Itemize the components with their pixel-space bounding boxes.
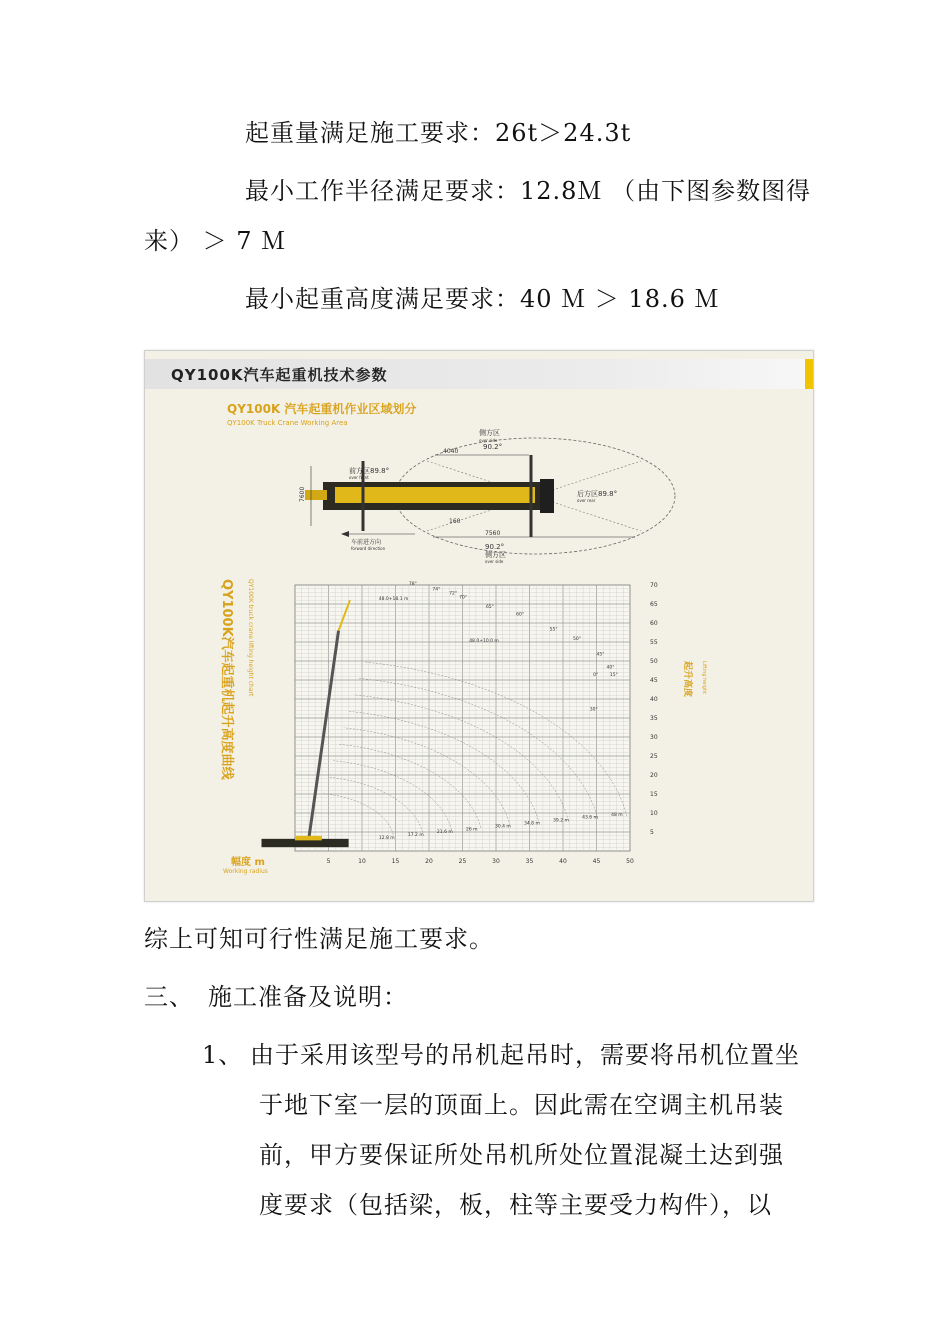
angle-label: 45°	[596, 652, 605, 658]
curve-title-en: QY100K truck crane lifting height chart	[247, 579, 254, 697]
crane-diagram-svg	[145, 351, 811, 899]
angle-label: 72°	[449, 591, 458, 597]
item-1-number: 1、	[202, 1041, 244, 1069]
boom-label: 48 m	[611, 812, 623, 818]
figure-banner-title: QY100K汽车起重机技术参数	[171, 366, 388, 384]
rear-zone-en: over rear	[577, 498, 596, 503]
crane-cab-top	[305, 490, 327, 500]
x-tick-label: 25	[458, 858, 467, 865]
angle-label: 15°	[609, 673, 618, 679]
working-area-diagram	[299, 428, 675, 564]
angle-label: 40°	[606, 665, 615, 671]
side-zone-bottom-en: over side	[485, 559, 504, 564]
y-tick-label: 10	[650, 810, 658, 817]
section-3-number: 三、	[144, 983, 194, 1011]
y-tick-label: 70	[650, 582, 658, 589]
y-tick-label: 45	[650, 677, 658, 684]
angle-label: 78°	[408, 582, 417, 587]
y-tick-label: 30	[650, 734, 658, 741]
line-lifting-capacity: 起重量满足施工要求：26t＞24.3t	[245, 119, 632, 147]
x-tick-label: 30	[492, 858, 500, 865]
front-zone-en: over front	[349, 475, 369, 480]
x-tick-label: 45	[592, 858, 601, 865]
x-tick-label: 10	[358, 858, 366, 865]
x-tick-label: 20	[425, 858, 433, 865]
side-zone-top-en: over side	[479, 438, 498, 443]
side-angle-bottom: 90.2°	[485, 543, 505, 551]
boom-label: 17.2 m	[407, 833, 424, 839]
area-title-cn: QY100K 汽车起重机作业区域划分	[227, 402, 417, 416]
front-zone: 前方区89.8°	[349, 467, 390, 475]
side-zone-bottom: 侧方区	[485, 551, 506, 559]
boom-label: 34.8 m	[524, 821, 540, 827]
y-tick-label: 40	[650, 696, 658, 703]
item-1-line-2: 于地下室一层的顶面上。因此需在空调主机吊装	[259, 1091, 784, 1119]
direction-label: 车前进方向	[351, 539, 382, 546]
side-zone-top: 侧方区	[479, 429, 500, 437]
radius-cn: 幅度 m	[231, 857, 265, 868]
crane-turret	[295, 836, 322, 841]
y-tick-label: 60	[650, 620, 658, 627]
x-tick-label: 35	[525, 858, 534, 865]
x-tick-label: 5	[326, 858, 331, 865]
boom-label: 30.4 m	[494, 824, 511, 830]
boom-label: 21.6 m	[436, 830, 453, 836]
y-tick-label: 20	[650, 772, 658, 779]
jib-label-2: 48.0+10.0 m	[469, 639, 499, 644]
angle-label: 50°	[573, 637, 582, 643]
angle-label: 30°	[589, 707, 598, 713]
y-tick-label: 65	[650, 601, 658, 608]
angle-label: 55°	[549, 627, 558, 633]
crane-boom-top	[335, 487, 535, 503]
angle-label: 0°	[593, 673, 599, 679]
y-tick-label: 15	[650, 791, 658, 798]
line-lifting-height: 最小起重高度满足要求：40 Ｍ ＞ 18.6 Ｍ	[245, 285, 720, 313]
dim-7560: 7560	[485, 530, 501, 537]
radius-en: Working radius	[223, 868, 268, 875]
item-1-line-1: 由于采用该型号的吊机起吊时，需要将吊机位置坐	[250, 1041, 800, 1069]
x-tick-label: 50	[626, 858, 634, 865]
y-tick-label: 35	[650, 715, 658, 722]
boom-label: 39.2 m	[553, 818, 569, 824]
line-working-radius: 最小工作半径满足要求：12.8Ｍ （由下图参数图得	[245, 177, 812, 205]
curve-title-cn: QY100K汽车起重机起升高度曲线	[219, 579, 234, 780]
angle-label: 70°	[459, 595, 468, 601]
direction-arrowhead	[341, 531, 349, 537]
y-tick-label: 5	[650, 829, 654, 836]
lift-height-en: Lifting height	[701, 661, 707, 695]
boom-label: 12.8 m	[378, 836, 395, 842]
dim-4040: 4040	[443, 448, 459, 455]
crane-spec-figure	[144, 350, 814, 902]
boom-label: 43.6 m	[582, 815, 598, 821]
dim-7600: 7600	[299, 486, 306, 502]
item-1-line-4: 度要求（包括梁，板，柱等主要受力构件），以	[259, 1191, 772, 1219]
lift-height-cn: 起升高度	[682, 661, 692, 698]
boom-label: 26 m	[465, 827, 478, 833]
line-working-radius-cont: 来） ＞ 7 Ｍ	[144, 227, 287, 255]
direction-label-en: forward direction	[351, 546, 386, 551]
crane-rear-top	[540, 479, 554, 513]
rear-zone: 后方区89.8°	[577, 490, 618, 498]
y-tick-label: 55	[650, 639, 658, 646]
angle-label: 74°	[432, 587, 441, 593]
y-tick-label: 25	[650, 753, 658, 760]
item-1-line-3: 前，甲方要保证所处吊机所处位置混凝土达到强	[259, 1141, 784, 1169]
section-3-title: 施工准备及说明：	[208, 983, 408, 1011]
jib-label-1: 48.0+18.1 m	[378, 597, 409, 603]
lift-height-chart	[262, 581, 658, 865]
angle-label: 65°	[485, 604, 494, 610]
angle-label: 60°	[516, 612, 525, 618]
side-angle-top: 90.2°	[483, 443, 503, 451]
conclusion-line: 综上可知可行性满足施工要求。	[144, 925, 494, 953]
dim-160: 160	[449, 518, 461, 525]
y-tick-label: 50	[650, 658, 658, 665]
x-tick-label: 40	[559, 858, 567, 865]
x-tick-label: 15	[391, 858, 400, 865]
area-title-en: QY100K Truck Crane Working Area	[227, 419, 348, 427]
